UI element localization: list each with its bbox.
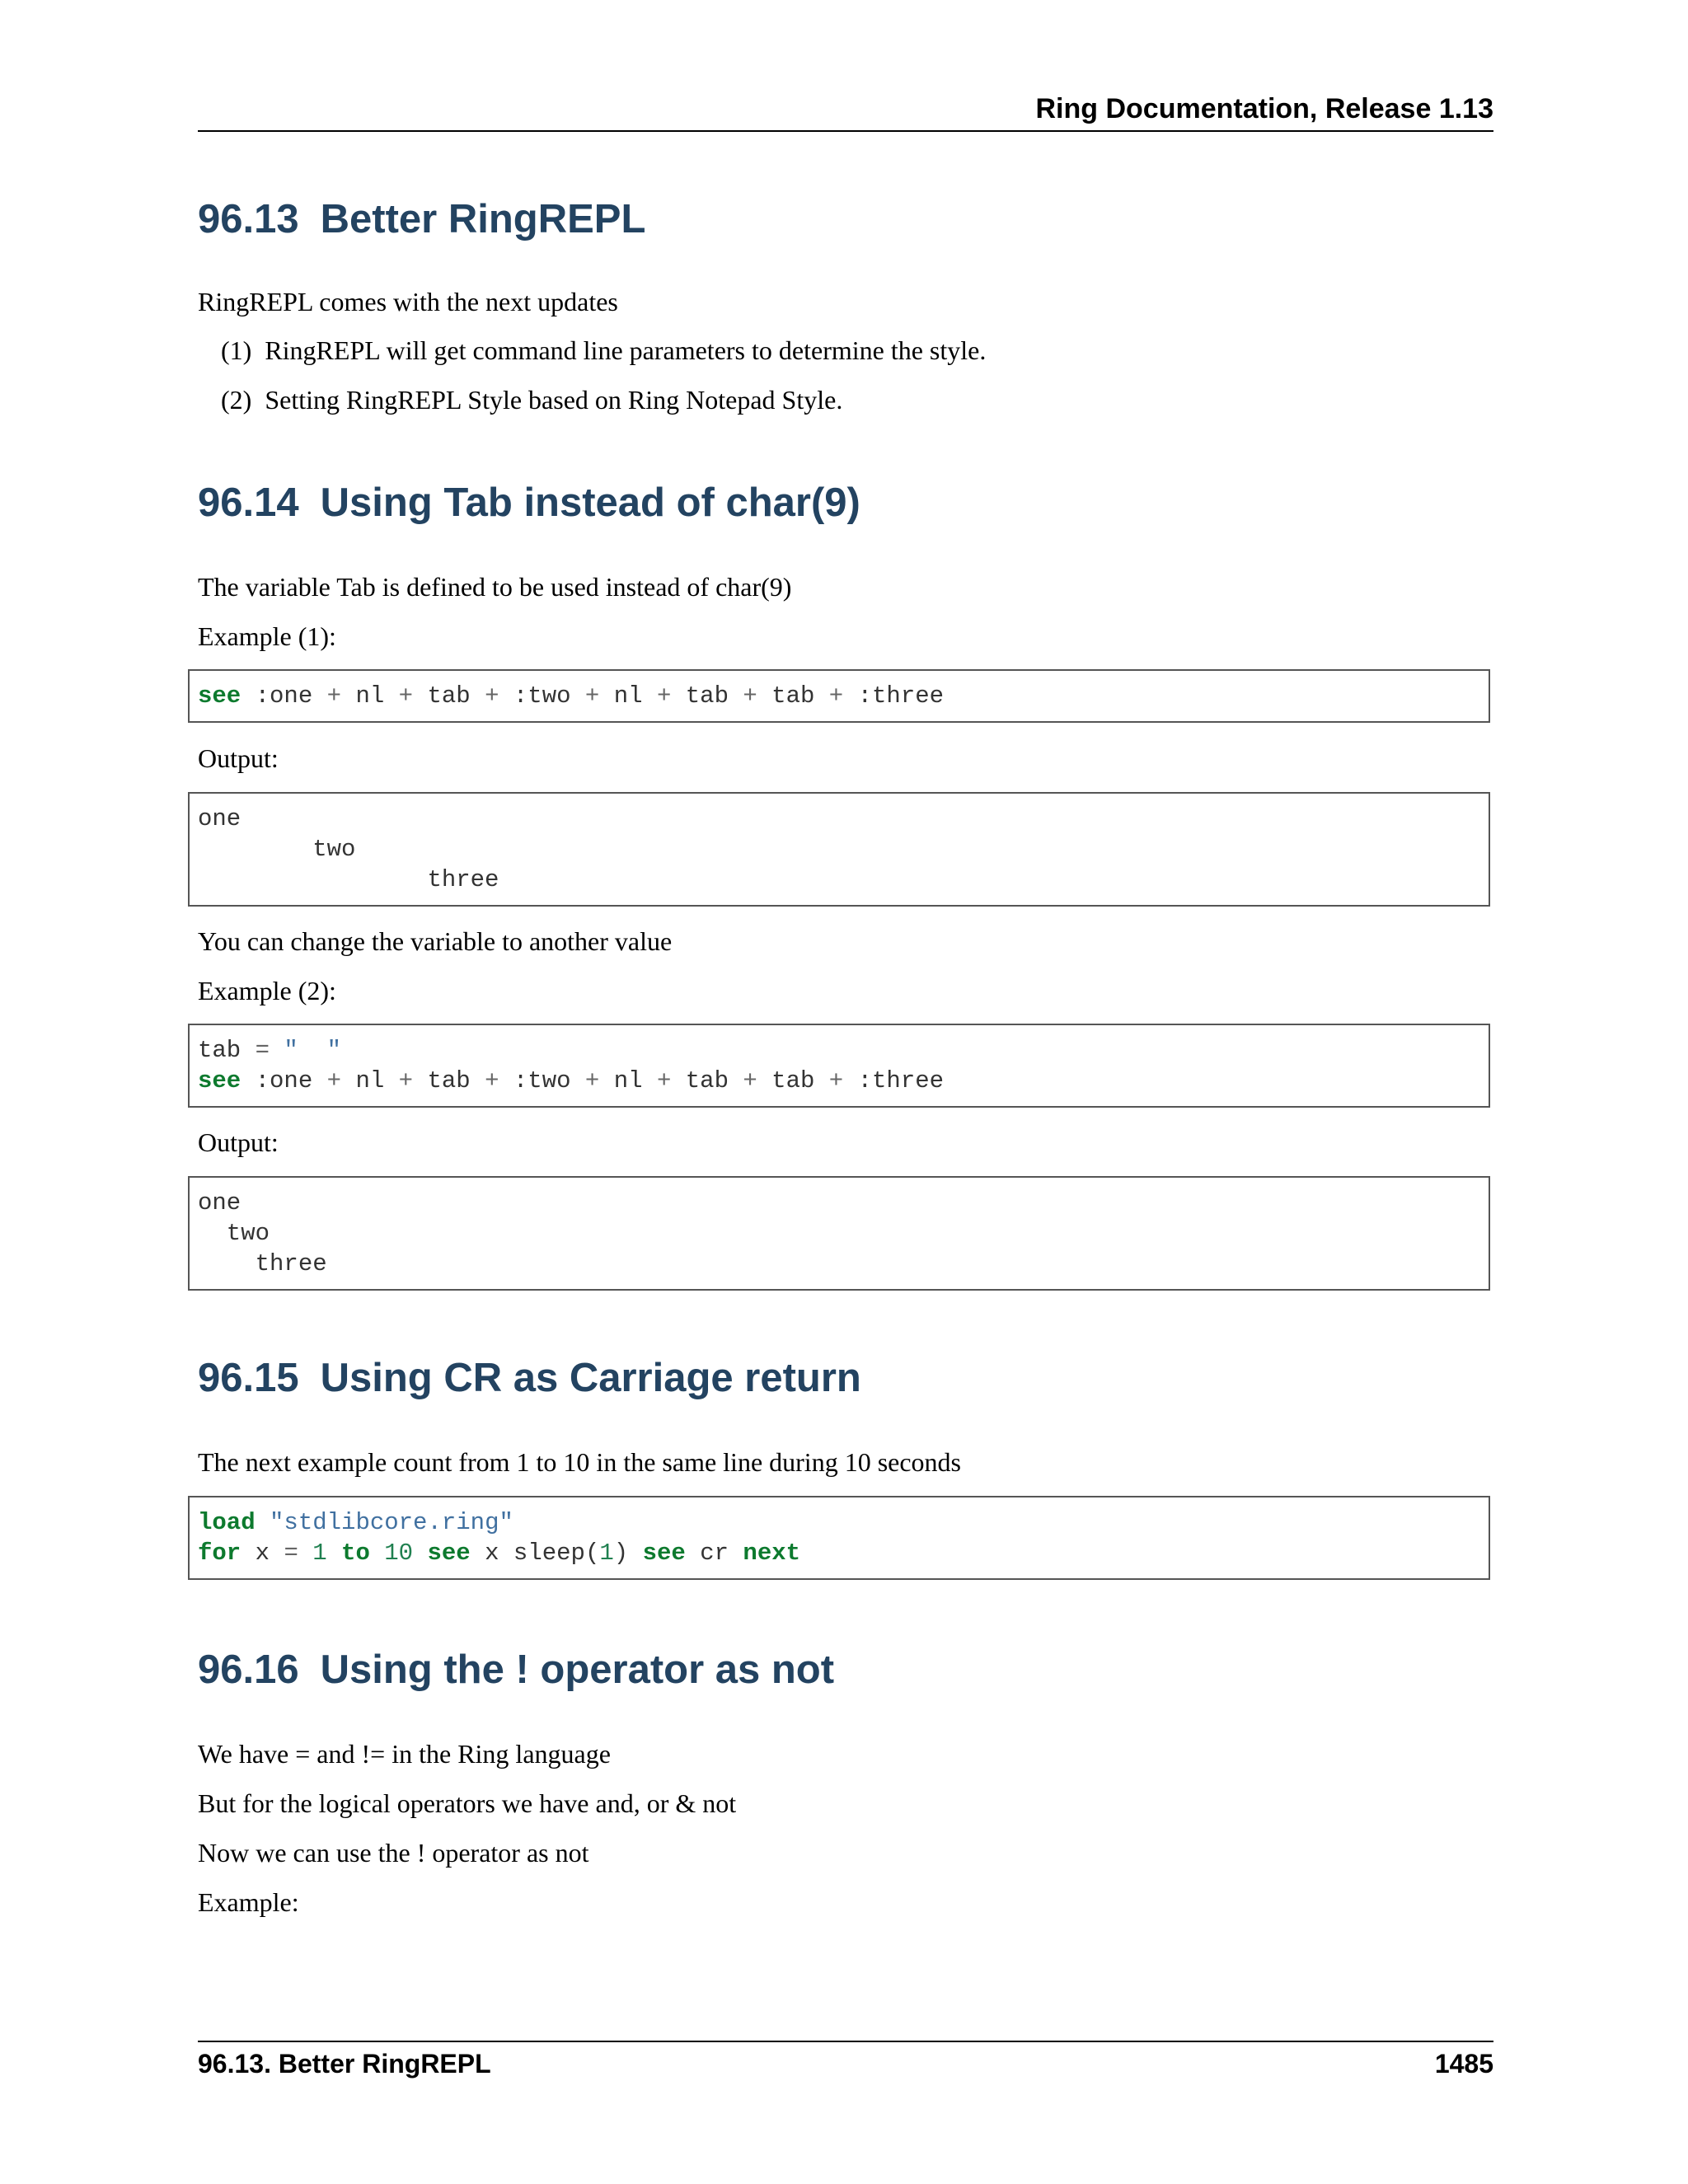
output-block-1: one two three [188,792,1490,907]
paragraph: Now we can use the ! operator as not [198,1838,589,1868]
output-block-2: one two three [188,1176,1490,1291]
list-item: (1) RingREPL will get command line parameters to determine the style. [221,335,987,365]
example-label: Example (1): [198,621,336,651]
paragraph: But for the logical operators we have and, or & not [198,1788,737,1818]
code-block-cr: load "stdlibcore.ring" for x = 1 to 10 see x sleep(1) see cr next [188,1496,1490,1580]
list-item: (2) Setting RingREPL Style based on Ring Notepad Style. [221,385,843,415]
paragraph: We have = and != in the Ring language [198,1739,611,1769]
code-block-example-1: see :one + nl + tab + :two + nl + tab + tab + :three [188,669,1490,723]
header-rule [198,130,1493,132]
section-intro: RingREPL comes with the next updates [198,287,618,316]
section-heading-96-14: 96.14 Using Tab instead of char(9) [198,480,860,525]
footer-rule [198,2041,1493,2042]
output-label: Output: [198,743,279,773]
output-label: Output: [198,1127,279,1157]
code-block-example-2: tab = " " see :one + nl + tab + :two + nl + tab + tab + :three [188,1024,1490,1108]
example-label: Example: [198,1887,299,1917]
footer-section: 96.13. Better RingREPL [198,2049,491,2079]
section-heading-96-13: 96.13 Better RingREPL [198,197,646,241]
section-heading-96-16: 96.16 Using the ! operator as not [198,1647,835,1692]
example-label: Example (2): [198,976,336,1005]
paragraph: You can change the variable to another value [198,926,673,956]
paragraph: The next example count from 1 to 10 in the same line during 10 seconds [198,1447,961,1477]
page-number: 1485 [1434,2049,1493,2079]
page-header: Ring Documentation, Release 1.13 [1035,93,1493,124]
paragraph: The variable Tab is defined to be used instead of char(9) [198,572,792,602]
section-heading-96-15: 96.15 Using CR as Carriage return [198,1356,861,1400]
